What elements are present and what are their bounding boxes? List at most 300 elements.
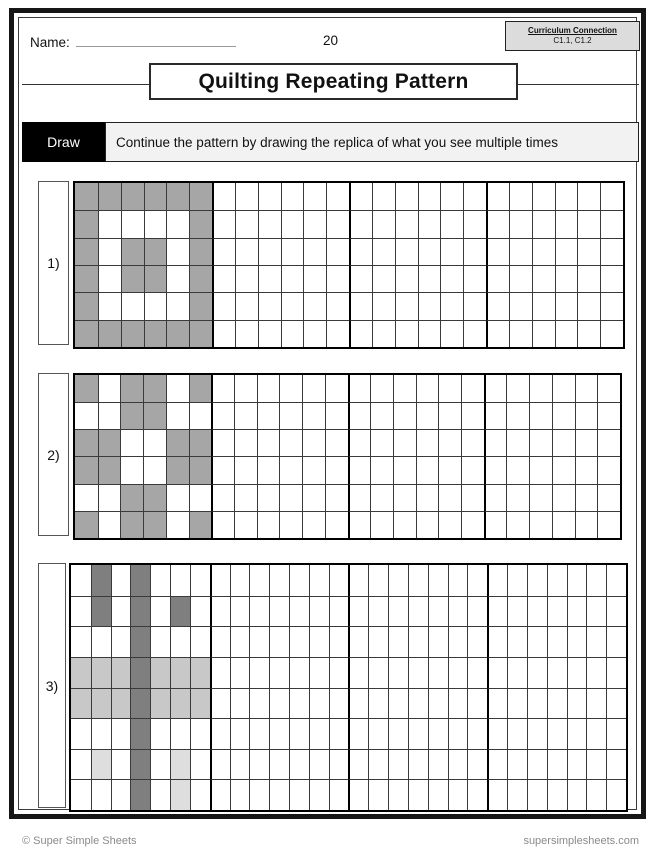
grid-cell[interactable] <box>111 749 131 780</box>
grid-cell[interactable] <box>577 292 600 319</box>
grid-cell[interactable] <box>532 238 555 265</box>
grid-cell[interactable] <box>289 596 309 627</box>
grid-cell[interactable] <box>388 718 408 749</box>
grid-cell[interactable] <box>368 688 388 719</box>
grid-cell[interactable] <box>395 183 418 210</box>
grid-cell[interactable] <box>309 688 329 719</box>
grid-cell[interactable] <box>529 402 552 429</box>
grid-cell[interactable] <box>418 265 441 292</box>
grid-cell[interactable] <box>547 718 567 749</box>
grid-cell[interactable] <box>326 265 349 292</box>
grid-cell[interactable] <box>111 596 131 627</box>
grid-cell[interactable] <box>166 265 189 292</box>
grid-cell[interactable] <box>408 749 428 780</box>
grid-cell[interactable] <box>388 688 408 719</box>
grid-cell[interactable] <box>428 779 448 810</box>
grid-cell[interactable] <box>567 779 587 810</box>
grid-cell[interactable] <box>509 210 532 237</box>
grid-cell[interactable] <box>269 779 289 810</box>
grid-cell[interactable] <box>393 402 416 429</box>
grid-cell[interactable] <box>258 265 281 292</box>
grid-cell[interactable] <box>348 749 368 780</box>
grid-cell[interactable] <box>368 779 388 810</box>
grid-cell[interactable] <box>144 292 167 319</box>
grid-cell[interactable] <box>325 511 348 538</box>
grid-cell[interactable] <box>484 484 507 511</box>
grid-cell[interactable] <box>527 596 547 627</box>
grid-cell[interactable] <box>348 688 368 719</box>
grid-cell[interactable] <box>98 265 121 292</box>
grid-cell[interactable] <box>486 265 509 292</box>
grid-cell[interactable] <box>418 183 441 210</box>
grid-cell[interactable] <box>111 779 131 810</box>
grid-cell[interactable] <box>408 565 428 596</box>
grid-cell[interactable] <box>416 375 439 402</box>
grid-cell[interactable] <box>552 456 575 483</box>
grid-cell[interactable] <box>98 238 121 265</box>
grid-cell[interactable] <box>577 183 600 210</box>
grid-cell[interactable] <box>597 429 620 456</box>
grid-cell[interactable] <box>289 749 309 780</box>
grid-cell[interactable] <box>487 749 507 780</box>
grid-cell[interactable] <box>507 657 527 688</box>
grid-cell[interactable] <box>552 375 575 402</box>
grid-cell[interactable] <box>575 429 598 456</box>
grid-cell[interactable] <box>212 183 235 210</box>
grid-cell[interactable] <box>438 375 461 402</box>
grid-cell[interactable] <box>302 511 325 538</box>
grid-cell[interactable] <box>249 596 269 627</box>
grid-cell[interactable] <box>368 596 388 627</box>
grid-cell[interactable] <box>166 292 189 319</box>
grid-cell[interactable] <box>418 292 441 319</box>
grid-cell[interactable] <box>487 626 507 657</box>
grid-cell[interactable] <box>600 238 623 265</box>
grid-cell[interactable] <box>279 402 302 429</box>
grid-cell[interactable] <box>190 779 210 810</box>
grid-cell[interactable] <box>372 238 395 265</box>
grid-cell[interactable] <box>302 429 325 456</box>
grid-cell[interactable] <box>150 749 170 780</box>
grid-cell[interactable] <box>329 688 349 719</box>
grid-cell[interactable] <box>230 718 250 749</box>
grid-cell[interactable] <box>258 238 281 265</box>
grid-cell[interactable] <box>487 565 507 596</box>
grid-cell[interactable] <box>302 402 325 429</box>
grid-cell[interactable] <box>370 484 393 511</box>
grid-cell[interactable] <box>121 210 144 237</box>
grid-cell[interactable] <box>552 484 575 511</box>
grid-cell[interactable] <box>71 779 91 810</box>
grid-cell[interactable] <box>326 183 349 210</box>
grid-cell[interactable] <box>91 626 111 657</box>
grid-cell[interactable] <box>507 596 527 627</box>
grid-cell[interactable] <box>249 657 269 688</box>
grid-cell[interactable] <box>440 238 463 265</box>
grid-cell[interactable] <box>249 749 269 780</box>
grid-cell[interactable] <box>349 320 372 347</box>
grid-cell[interactable] <box>348 718 368 749</box>
grid-cell[interactable] <box>303 320 326 347</box>
grid-cell[interactable] <box>372 320 395 347</box>
grid-cell[interactable] <box>484 375 507 402</box>
grid-cell[interactable] <box>279 511 302 538</box>
grid-cell[interactable] <box>166 238 189 265</box>
grid-cell[interactable] <box>416 511 439 538</box>
grid-cell[interactable] <box>258 183 281 210</box>
grid-cell[interactable] <box>234 456 257 483</box>
grid-cell[interactable] <box>235 265 258 292</box>
grid-cell[interactable] <box>486 320 509 347</box>
grid-cell[interactable] <box>325 456 348 483</box>
grid-cell[interactable] <box>461 375 484 402</box>
grid-cell[interactable] <box>467 596 487 627</box>
grid-cell[interactable] <box>486 210 509 237</box>
grid-cell[interactable] <box>289 626 309 657</box>
grid-cell[interactable] <box>230 657 250 688</box>
grid-cell[interactable] <box>289 688 309 719</box>
grid-cell[interactable] <box>368 718 388 749</box>
grid-cell[interactable] <box>325 402 348 429</box>
grid-cell[interactable] <box>111 718 131 749</box>
grid-cell[interactable] <box>325 484 348 511</box>
grid-cell[interactable] <box>258 292 281 319</box>
grid-cell[interactable] <box>230 688 250 719</box>
grid-cell[interactable] <box>440 292 463 319</box>
grid-cell[interactable] <box>98 292 121 319</box>
grid-cell[interactable] <box>349 183 372 210</box>
grid-cell[interactable] <box>235 320 258 347</box>
grid-cell[interactable] <box>150 565 170 596</box>
grid-cell[interactable] <box>428 718 448 749</box>
grid-cell[interactable] <box>440 210 463 237</box>
grid-cell[interactable] <box>309 596 329 627</box>
grid-cell[interactable] <box>309 565 329 596</box>
grid-cell[interactable] <box>388 749 408 780</box>
grid-cell[interactable] <box>529 511 552 538</box>
grid-cell[interactable] <box>552 511 575 538</box>
grid-cell[interactable] <box>372 265 395 292</box>
grid-cell[interactable] <box>370 456 393 483</box>
grid-cell[interactable] <box>212 320 235 347</box>
grid-cell[interactable] <box>91 718 111 749</box>
grid-cell[interactable] <box>257 375 280 402</box>
grid-cell[interactable] <box>467 749 487 780</box>
grid-cell[interactable] <box>326 238 349 265</box>
grid-cell[interactable] <box>527 718 547 749</box>
grid-cell[interactable] <box>428 749 448 780</box>
grid-cell[interactable] <box>190 596 210 627</box>
grid-cell[interactable] <box>467 718 487 749</box>
grid-cell[interactable] <box>393 375 416 402</box>
grid-cell[interactable] <box>586 626 606 657</box>
grid-cell[interactable] <box>230 749 250 780</box>
grid-cell[interactable] <box>210 718 230 749</box>
grid-cell[interactable] <box>448 718 468 749</box>
grid-cell[interactable] <box>269 718 289 749</box>
grid-cell[interactable] <box>529 484 552 511</box>
grid-cell[interactable] <box>120 429 143 456</box>
grid-cell[interactable] <box>370 511 393 538</box>
grid-cell[interactable] <box>448 779 468 810</box>
grid-cell[interactable] <box>467 688 487 719</box>
grid-cell[interactable] <box>438 402 461 429</box>
grid-cell[interactable] <box>586 565 606 596</box>
grid-cell[interactable] <box>487 718 507 749</box>
grid-cell[interactable] <box>71 565 91 596</box>
grid-cell[interactable] <box>189 402 212 429</box>
grid-cell[interactable] <box>326 320 349 347</box>
grid-cell[interactable] <box>547 749 567 780</box>
grid-cell[interactable] <box>547 596 567 627</box>
grid-cell[interactable] <box>418 320 441 347</box>
grid-cell[interactable] <box>461 511 484 538</box>
grid-cell[interactable] <box>555 210 578 237</box>
grid-cell[interactable] <box>395 238 418 265</box>
grid-cell[interactable] <box>506 402 529 429</box>
grid-cell[interactable] <box>555 292 578 319</box>
grid-cell[interactable] <box>555 183 578 210</box>
grid-cell[interactable] <box>586 718 606 749</box>
grid-cell[interactable] <box>150 596 170 627</box>
grid-cell[interactable] <box>438 429 461 456</box>
grid-cell[interactable] <box>586 688 606 719</box>
grid-cell[interactable] <box>170 626 190 657</box>
grid-cell[interactable] <box>303 210 326 237</box>
grid-cell[interactable] <box>210 626 230 657</box>
grid-cell[interactable] <box>547 779 567 810</box>
grid-cell[interactable] <box>416 402 439 429</box>
grid-cell[interactable] <box>75 402 98 429</box>
grid-cell[interactable] <box>597 456 620 483</box>
grid-cell[interactable] <box>567 565 587 596</box>
grid-cell[interactable] <box>210 565 230 596</box>
grid-cell[interactable] <box>438 456 461 483</box>
grid-cell[interactable] <box>448 657 468 688</box>
grid-cell[interactable] <box>348 626 368 657</box>
grid-cell[interactable] <box>281 265 304 292</box>
grid-cell[interactable] <box>487 779 507 810</box>
grid-cell[interactable] <box>448 596 468 627</box>
grid-cell[interactable] <box>555 320 578 347</box>
grid-cell[interactable] <box>71 749 91 780</box>
grid-cell[interactable] <box>575 456 598 483</box>
grid-cell[interactable] <box>408 596 428 627</box>
grid-cell[interactable] <box>372 210 395 237</box>
grid-cell[interactable] <box>144 210 167 237</box>
grid-cell[interactable] <box>143 456 166 483</box>
grid-cell[interactable] <box>507 718 527 749</box>
grid-cell[interactable] <box>461 429 484 456</box>
grid-cell[interactable] <box>532 183 555 210</box>
grid-cell[interactable] <box>302 456 325 483</box>
grid-cell[interactable] <box>600 265 623 292</box>
grid-cell[interactable] <box>166 402 189 429</box>
grid-cell[interactable] <box>484 456 507 483</box>
grid-cell[interactable] <box>309 779 329 810</box>
grid-cell[interactable] <box>325 375 348 402</box>
grid-cell[interactable] <box>281 292 304 319</box>
grid-cell[interactable] <box>302 375 325 402</box>
grid-cell[interactable] <box>249 565 269 596</box>
grid-cell[interactable] <box>372 292 395 319</box>
grid-cell[interactable] <box>461 402 484 429</box>
grid-cell[interactable] <box>428 626 448 657</box>
grid-cell[interactable] <box>575 402 598 429</box>
grid-cell[interactable] <box>211 484 234 511</box>
grid-cell[interactable] <box>408 626 428 657</box>
grid-cell[interactable] <box>388 657 408 688</box>
grid-cell[interactable] <box>606 596 626 627</box>
grid-cell[interactable] <box>567 626 587 657</box>
grid-cell[interactable] <box>552 429 575 456</box>
grid-cell[interactable] <box>532 292 555 319</box>
grid-cell[interactable] <box>600 210 623 237</box>
grid-cell[interactable] <box>463 238 486 265</box>
grid-cell[interactable] <box>150 779 170 810</box>
grid-cell[interactable] <box>600 183 623 210</box>
grid-cell[interactable] <box>190 565 210 596</box>
grid-cell[interactable] <box>555 265 578 292</box>
grid-cell[interactable] <box>577 320 600 347</box>
grid-cell[interactable] <box>506 456 529 483</box>
grid-cell[interactable] <box>166 210 189 237</box>
grid-cell[interactable] <box>269 596 289 627</box>
grid-cell[interactable] <box>329 565 349 596</box>
grid-cell[interactable] <box>309 626 329 657</box>
grid-cell[interactable] <box>416 484 439 511</box>
grid-cell[interactable] <box>438 511 461 538</box>
grid-cell[interactable] <box>567 718 587 749</box>
grid-cell[interactable] <box>303 265 326 292</box>
grid-cell[interactable] <box>210 779 230 810</box>
grid-cell[interactable] <box>428 565 448 596</box>
grid-cell[interactable] <box>467 626 487 657</box>
grid-cell[interactable] <box>166 375 189 402</box>
grid-cell[interactable] <box>190 626 210 657</box>
grid-cell[interactable] <box>486 183 509 210</box>
grid-cell[interactable] <box>368 657 388 688</box>
grid-cell[interactable] <box>258 210 281 237</box>
grid-cell[interactable] <box>463 210 486 237</box>
grid-cell[interactable] <box>463 292 486 319</box>
grid-cell[interactable] <box>170 565 190 596</box>
grid-cell[interactable] <box>71 718 91 749</box>
grid-cell[interactable] <box>486 292 509 319</box>
grid-cell[interactable] <box>393 484 416 511</box>
grid-cell[interactable] <box>428 688 448 719</box>
grid-cell[interactable] <box>75 484 98 511</box>
grid-cell[interactable] <box>211 375 234 402</box>
grid-cell[interactable] <box>281 210 304 237</box>
grid-cell[interactable] <box>509 320 532 347</box>
grid-cell[interactable] <box>440 320 463 347</box>
grid-cell[interactable] <box>289 657 309 688</box>
grid-cell[interactable] <box>91 779 111 810</box>
grid-cell[interactable] <box>349 238 372 265</box>
grid-cell[interactable] <box>257 456 280 483</box>
grid-cell[interactable] <box>234 511 257 538</box>
grid-cell[interactable] <box>309 749 329 780</box>
grid-cell[interactable] <box>393 511 416 538</box>
grid-cell[interactable] <box>393 429 416 456</box>
grid-cell[interactable] <box>547 626 567 657</box>
grid-cell[interactable] <box>395 265 418 292</box>
grid-cell[interactable] <box>527 626 547 657</box>
grid-cell[interactable] <box>211 402 234 429</box>
grid-cell[interactable] <box>348 596 368 627</box>
grid-cell[interactable] <box>302 484 325 511</box>
grid-cell[interactable] <box>150 718 170 749</box>
grid-cell[interactable] <box>281 320 304 347</box>
grid-cell[interactable] <box>507 626 527 657</box>
grid-cell[interactable] <box>279 484 302 511</box>
grid-cell[interactable] <box>329 749 349 780</box>
grid-cell[interactable] <box>388 626 408 657</box>
grid-cell[interactable] <box>348 402 371 429</box>
grid-cell[interactable] <box>487 657 507 688</box>
grid-cell[interactable] <box>349 210 372 237</box>
grid-cell[interactable] <box>170 718 190 749</box>
grid-cell[interactable] <box>211 511 234 538</box>
grid-cell[interactable] <box>440 183 463 210</box>
grid-cell[interactable] <box>463 265 486 292</box>
grid-cell[interactable] <box>249 626 269 657</box>
grid-cell[interactable] <box>532 265 555 292</box>
grid-cell[interactable] <box>532 320 555 347</box>
grid-cell[interactable] <box>448 688 468 719</box>
grid-cell[interactable] <box>281 183 304 210</box>
grid-cell[interactable] <box>527 779 547 810</box>
grid-cell[interactable] <box>408 688 428 719</box>
grid-cell[interactable] <box>547 565 567 596</box>
grid-cell[interactable] <box>348 456 371 483</box>
grid-cell[interactable] <box>234 429 257 456</box>
grid-cell[interactable] <box>600 320 623 347</box>
grid-cell[interactable] <box>606 657 626 688</box>
grid-cell[interactable] <box>212 210 235 237</box>
grid-cell[interactable] <box>257 402 280 429</box>
grid-cell[interactable] <box>309 657 329 688</box>
grid-cell[interactable] <box>210 688 230 719</box>
grid-cell[interactable] <box>235 238 258 265</box>
grid-cell[interactable] <box>577 210 600 237</box>
grid-cell[interactable] <box>230 779 250 810</box>
grid-cell[interactable] <box>395 292 418 319</box>
grid-cell[interactable] <box>370 429 393 456</box>
grid-cell[interactable] <box>98 484 121 511</box>
grid-cell[interactable] <box>461 456 484 483</box>
grid-cell[interactable] <box>438 484 461 511</box>
grid-cell[interactable] <box>487 596 507 627</box>
grid-cell[interactable] <box>230 596 250 627</box>
grid-cell[interactable] <box>606 688 626 719</box>
grid-cell[interactable] <box>189 484 212 511</box>
grid-cell[interactable] <box>249 688 269 719</box>
grid-cell[interactable] <box>289 718 309 749</box>
grid-cell[interactable] <box>507 688 527 719</box>
grid-cell[interactable] <box>120 456 143 483</box>
grid-cell[interactable] <box>249 718 269 749</box>
grid-cell[interactable] <box>606 718 626 749</box>
grid-cell[interactable] <box>257 429 280 456</box>
grid-cell[interactable] <box>289 779 309 810</box>
grid-cell[interactable] <box>235 210 258 237</box>
grid-cell[interactable] <box>388 596 408 627</box>
grid-cell[interactable] <box>111 626 131 657</box>
grid-cell[interactable] <box>121 292 144 319</box>
grid-cell[interactable] <box>98 511 121 538</box>
